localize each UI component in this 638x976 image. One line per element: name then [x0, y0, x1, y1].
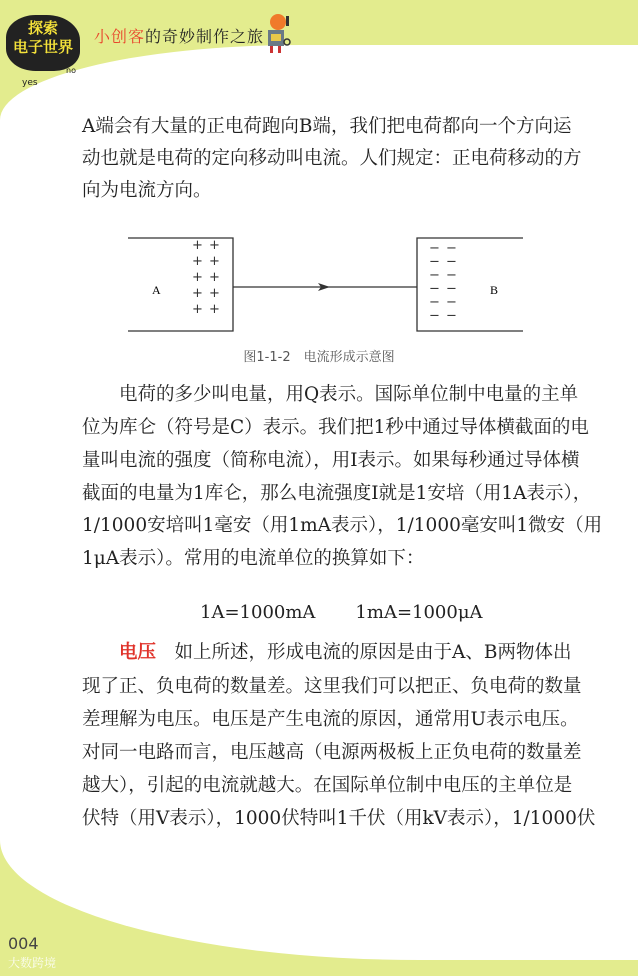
plus-charge: +: [192, 270, 203, 285]
minus-charge: −: [446, 295, 457, 310]
plus-charge: +: [209, 270, 220, 285]
text-line: 现了正、负电荷的数量差。这里我们可以把正、负电荷的数量: [82, 676, 582, 697]
text-line: 1μA表示）。常用的电流单位的换算如下：: [82, 548, 425, 569]
minus-charge: −: [446, 281, 457, 297]
plus-charge: +: [192, 254, 203, 269]
voltage-first-line: 如上所述，形成电流的原因是由于A、B两物体出: [156, 642, 572, 663]
minus-charge: −: [429, 295, 440, 310]
minus-charge: −: [429, 241, 440, 256]
badge-line2: 电子世界: [12, 38, 73, 56]
plus-charge: +: [192, 302, 203, 317]
no-text: no: [66, 66, 76, 75]
label-a: A: [152, 283, 161, 297]
minus-charge: −: [446, 254, 457, 270]
series-badge: [6, 15, 80, 71]
formula-a: 1A=1000mA: [200, 602, 316, 623]
label-b: B: [490, 283, 499, 297]
page-number: 004: [8, 934, 39, 953]
plus-charge: +: [209, 302, 220, 317]
formula-ma: 1mA=1000μA: [355, 602, 483, 623]
text-line: 向为电流方向。: [82, 180, 212, 201]
minus-charge: −: [446, 308, 457, 324]
text-line: 量叫电流的强度（简称电流），用I表示。如果每秒通过导体横: [82, 450, 580, 471]
minus-charge: −: [429, 308, 440, 324]
minus-charge: −: [446, 241, 457, 256]
text-line: [82, 638, 572, 664]
series-title-rest: 的奇妙制作之旅: [145, 27, 265, 46]
minus-charge: −: [429, 254, 440, 270]
plus-charge: +: [192, 286, 203, 301]
figure-caption: 图1-1-2 电流形成示意图: [243, 350, 395, 365]
text-line: 位为库仑（符号是C）表示。我们把1秒中通过导体横截面的电: [82, 417, 589, 438]
plus-charge: +: [209, 286, 220, 301]
minus-charge: −: [446, 268, 457, 283]
text-line: 电荷的多少叫电量，用Q表示。国际单位制中电量的主单: [82, 384, 579, 405]
text-line: 动也就是电荷的定向移动叫电流。人们规定：正电荷移动的方: [82, 148, 582, 169]
plus-charge: +: [192, 238, 203, 253]
series-title: [94, 24, 264, 47]
current-diagram: [120, 232, 530, 337]
text-line: 越大），引起的电流就越大。在国际单位制中电压的主单位是: [82, 775, 573, 796]
text-line: 对同一电路而言，电压越高（电源两极板上正负电荷的数量差: [82, 742, 582, 763]
yes-text: yes: [22, 78, 38, 88]
badge-line1: 探索: [27, 19, 58, 37]
text-line: 截面的电量为1库仑，那么电流强度I就是1安培（用1A表示），: [82, 483, 592, 504]
robot-icon: [262, 12, 292, 56]
text-line: A端会有大量的正电荷跑向B端，我们把电荷都向一个方向运: [82, 116, 572, 137]
unit-formula: [200, 602, 523, 623]
watermark: 大数跨境: [8, 956, 57, 970]
minus-charge: −: [429, 281, 440, 297]
plus-charge: +: [209, 238, 220, 253]
voltage-term: 电压: [119, 642, 157, 663]
text-line: 1/1000安培叫1毫安（用1mA表示），1/1000毫安叫1微安（用: [82, 515, 603, 536]
text-line: 差理解为电压。电压是产生电流的原因，通常用U表示电压。: [82, 709, 579, 730]
text-line: 伏特（用V表示），1000伏特叫1千伏（用kV表示），1/1000伏: [82, 808, 596, 829]
plus-charge: +: [209, 254, 220, 269]
series-title-red: 小创客: [94, 27, 146, 46]
minus-charge: −: [429, 268, 440, 283]
